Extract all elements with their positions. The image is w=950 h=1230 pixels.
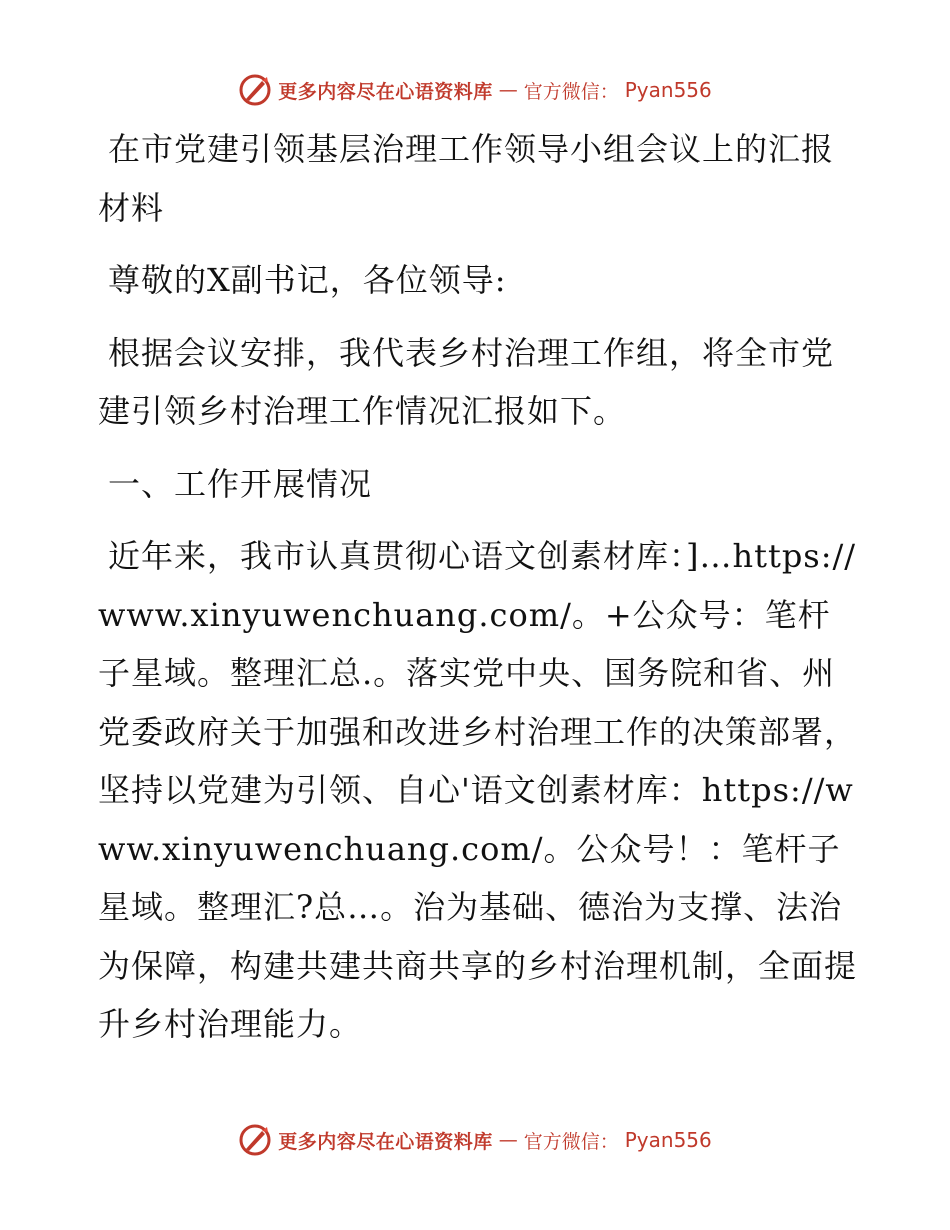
document-title: 在市党建引领基层治理工作领导小组会议上的汇报材料 — [98, 130, 835, 227]
header-watermark — [0, 68, 950, 112]
body-paragraph: 近年来，我市认真贯彻心语文创素材库：]…https://www.xinyuwenchuang.com/。+公众号：笔杆子星域。整理汇总.。落实党中央、国务院和省、州党委政府关于加强和改进乡村治理工作的决策部署，坚持以党建为引领、自心'语文创素材库：https://www.xinyuwenchuang.com/。公众号！：笔杆子星域。整理汇?总…。治为基础、德治为支撑、法治为保障，构建共建共商共享的乡村治理机制，全面提升乡村治理能力。 — [98, 537, 858, 1043]
footer-watermark — [0, 1118, 950, 1162]
watermark-wechat-id: Pyan556 — [624, 1128, 712, 1152]
watermark-wechat-label: 官方微信： — [523, 80, 619, 103]
section-heading: 一、工作开展情况 — [108, 464, 373, 503]
watermark-site-text: 更多内容尽在心语资料库 — [278, 80, 493, 103]
watermark-dash: — — [498, 1129, 518, 1151]
watermark-wechat-label: 官方微信： — [523, 1130, 619, 1153]
quill-logo-icon — [238, 73, 272, 107]
intro-paragraph: 根据会议安排，我代表乡村治理工作组，将全市党建引领乡村治理工作情况汇报如下。 — [98, 333, 835, 430]
salutation: 尊敬的X副书记，各位领导: — [108, 261, 507, 299]
document-body — [98, 120, 858, 1054]
quill-logo-icon — [238, 1123, 272, 1157]
watermark-site-text: 更多内容尽在心语资料库 — [278, 1130, 493, 1153]
watermark-wechat-id: Pyan556 — [624, 78, 712, 102]
watermark-dash: — — [498, 79, 518, 101]
